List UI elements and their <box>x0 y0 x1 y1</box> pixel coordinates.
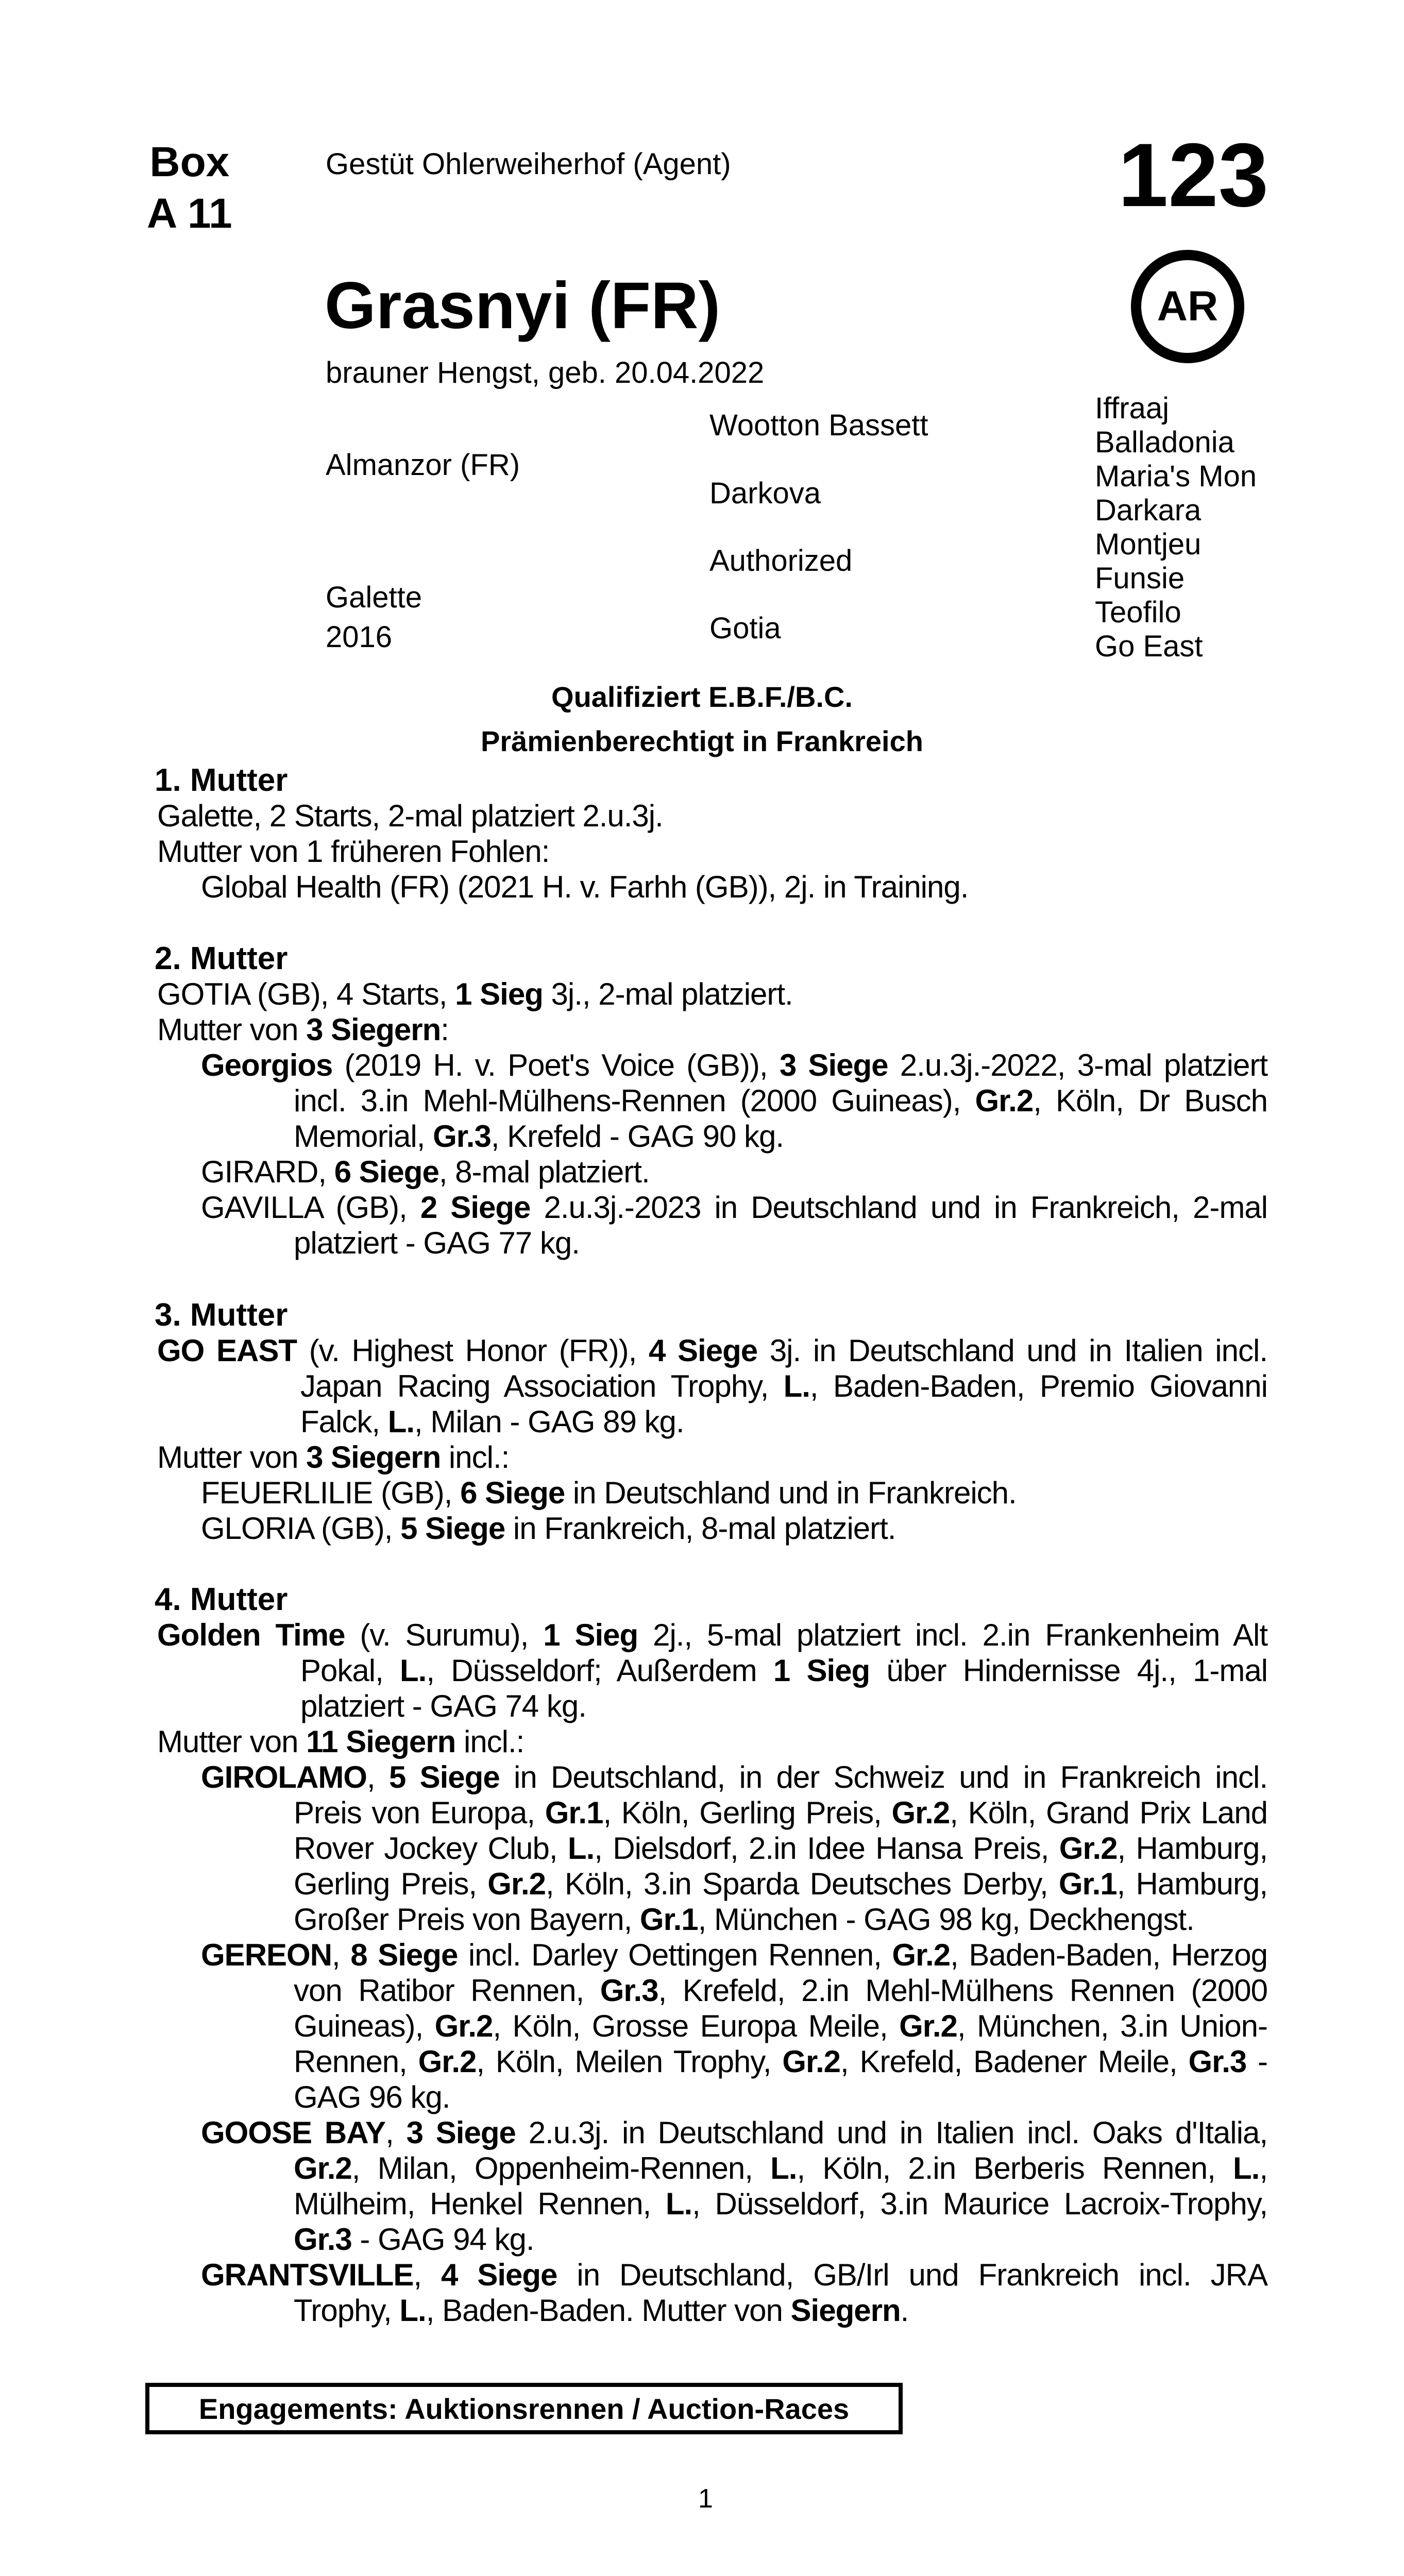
entry-line <box>155 1937 1267 2115</box>
bold-text: Georgios <box>201 1048 333 1082</box>
entry-line <box>155 1511 1267 1546</box>
text: , Baden-Baden, Premio Giovanni Falck, <box>300 1369 1267 1439</box>
text: Global Health (FR) (2021 H. v. Farhh (GB)), 2j. in Training. <box>201 870 969 904</box>
pedigree-great-grandparent: Maria's Mon <box>1095 460 1257 493</box>
bold-text: L. <box>399 1653 427 1688</box>
bold-text: L. <box>1233 2151 1260 2185</box>
text: Mutter von <box>157 1724 307 1759</box>
section-3-mutter <box>155 1297 1267 1546</box>
text: , <box>385 2115 407 2150</box>
bold-text: Gr.2 <box>1059 1831 1118 1866</box>
text: (v. Highest Honor (FR)), <box>297 1333 649 1368</box>
bold-text: L. <box>770 2151 797 2185</box>
text: , Hamburg, Gerling Preis, <box>294 1831 1267 1901</box>
bold-text: GO EAST <box>157 1333 297 1368</box>
text: , Köln, Grand Prix Land Rover Jockey Club, <box>294 1795 1267 1866</box>
bold-text: L. <box>567 1831 595 1866</box>
pedigree-great-grandparent: Darkara <box>1095 494 1202 527</box>
text: , 8-mal platziert. <box>438 1155 650 1189</box>
section-title: 1. Mutter <box>155 762 288 798</box>
text: (v. Surumu), <box>345 1618 544 1652</box>
bold-text: Gr.2 <box>975 1083 1034 1118</box>
entry-line <box>155 2115 1267 2257</box>
text: , München - GAG 98 kg, Deckhengst. <box>698 1902 1194 1937</box>
text: , Baden-Baden. Mutter von <box>426 2293 791 2328</box>
bold-text: Gr.2 <box>899 2009 957 2043</box>
text: , Hamburg, Großer Preis von Bayern, <box>294 1867 1267 1937</box>
box-number: A 11 <box>147 190 232 237</box>
text: , Köln, Meilen Trophy, <box>476 2044 783 2079</box>
bold-text: GRANTSVILLE <box>201 2258 414 2292</box>
bold-text: Gr.3 <box>1188 2044 1247 2079</box>
entry-line <box>155 869 1267 905</box>
box-title: Box <box>149 139 230 185</box>
qualifications <box>0 675 1404 764</box>
entry-line <box>155 976 1267 1012</box>
bold-text: 3 Siegern <box>306 1012 441 1047</box>
entry-line <box>155 1724 1267 1759</box>
bold-text: Gr.3 <box>433 1119 491 1154</box>
lot-number: 123 <box>1118 125 1268 226</box>
pedigree-sire: Almanzor (FR) <box>326 448 520 482</box>
bold-text: 2 Siege <box>420 1190 531 1225</box>
bold-text: Golden Time <box>157 1618 345 1652</box>
text: , <box>332 1938 351 1972</box>
pedigree-grandparent: Wootton Bassett <box>709 409 928 442</box>
section-title: 3. Mutter <box>155 1297 288 1333</box>
bold-text: Gr.2 <box>891 1795 950 1830</box>
entry-line <box>155 834 1267 869</box>
entry-line <box>155 1154 1267 1190</box>
pedigree-great-grandparent: Teofilo <box>1095 596 1181 629</box>
bold-text: Siegern <box>790 2293 901 2328</box>
qualification-ebf: Qualifiziert E.B.F./B.C. <box>551 681 853 713</box>
text: , Düsseldorf, 3.in Maurice Lacroix-Trophy, <box>692 2187 1267 2221</box>
entry-line <box>155 1047 1267 1154</box>
pedigree-dam-year: 2016 <box>326 620 393 654</box>
consignor: Gestüt Ohlerweiherhof (Agent) <box>326 147 731 181</box>
pedigree-grandparent: Gotia <box>709 612 781 645</box>
text: Mutter von <box>157 1012 307 1047</box>
text: , München, 3.in Union-Rennen, <box>294 2009 1267 2079</box>
bold-text: L. <box>665 2187 692 2221</box>
engagements-box: Engagements: Auktionsrennen / Auction-Races <box>145 2383 903 2434</box>
text: 3j. in Deutschland und in Italien incl. Japan Racing Association Trophy, <box>300 1333 1268 1403</box>
horse-name: Grasnyi (FR) <box>325 269 721 343</box>
bold-text: 6 Siege <box>334 1155 439 1189</box>
text: , Köln, Dr Busch Memorial, <box>294 1083 1267 1154</box>
section-title: 4. Mutter <box>155 1582 288 1617</box>
bold-text: 8 Siege <box>350 1938 458 1972</box>
text: , Düsseldorf; Außerdem <box>426 1653 773 1688</box>
entry-line <box>155 2257 1267 2328</box>
pedigree-great-grandparents <box>1095 392 1257 664</box>
bold-text: 4 Siege <box>649 1333 758 1368</box>
pedigree-great-grandparent: Funsie <box>1095 562 1185 595</box>
entry-line <box>155 1475 1267 1511</box>
bold-text: L. <box>387 1404 415 1439</box>
pedigree-dam: Galette <box>326 581 422 614</box>
text: GAVILLA (GB), <box>201 1190 420 1225</box>
section-1-mutter <box>155 762 1267 905</box>
text: incl. Darley Oettingen Rennen, <box>458 1938 892 1972</box>
text: 2j., 5-mal platziert incl. 2.in Frankenheim Alt Pokal, <box>300 1618 1267 1688</box>
bold-text: 1 Sieg <box>543 1618 638 1652</box>
text: , Mülheim, Henkel Rennen, <box>294 2151 1268 2221</box>
pedigree-grandparent: Authorized <box>709 544 853 578</box>
text: in Frankreich, 8-mal platziert. <box>505 1511 896 1546</box>
bold-text: 4 Siege <box>441 2258 557 2292</box>
text: GOTIA (GB), 4 Starts, <box>157 977 455 1011</box>
text: in Deutschland, in der Schweiz und in Frankreich incl. Preis von Europa, <box>294 1760 1268 1830</box>
text: (2019 H. v. Poet's Voice (GB)), <box>332 1048 780 1082</box>
text: FEUERLILIE (GB), <box>201 1476 461 1510</box>
text: Mutter von <box>157 1440 307 1475</box>
bold-text: 5 Siege <box>400 1511 505 1546</box>
bold-text: Gr.1 <box>639 1902 698 1937</box>
section-4-mutter <box>155 1582 1267 2328</box>
bold-text: Gr.2 <box>782 2044 841 2079</box>
text: , <box>413 2258 441 2292</box>
bold-text: 1 Sieg <box>455 977 543 1011</box>
qualification-france: Prämienberechtigt in Frankreich <box>481 725 923 757</box>
text: über Hindernisse 4j., 1-mal platziert - GAG 74 kg. <box>300 1653 1268 1723</box>
text: , Krefeld, Badener Meile, <box>840 2044 1189 2079</box>
text: , Köln, 3.in Sparda Deutsches Derby, <box>546 1867 1059 1901</box>
text: , <box>366 1760 389 1794</box>
box-label <box>147 137 232 240</box>
text: , Köln, Grosse Europa Meile, <box>493 2009 900 2043</box>
text: , Köln, 2.in Berberis Rennen, <box>797 2151 1233 2185</box>
bold-text: 6 Siege <box>460 1476 565 1510</box>
text: 3j., 2-mal platziert. <box>543 977 793 1011</box>
entry-line <box>155 1617 1267 1724</box>
text: , Krefeld, 2.in Mehl-Mülhens Rennen (2000 Guineas), <box>294 1973 1267 2043</box>
text: 2.u.3j.-2023 in Deutschland und in Frankreich, 2-mal platziert - GAG 77 kg. <box>294 1190 1267 1260</box>
bold-text: GOOSE BAY <box>201 2115 386 2150</box>
horse-description: brauner Hengst, geb. 20.04.2022 <box>326 356 765 389</box>
text: GIRARD, <box>201 1155 334 1189</box>
pedigree-great-grandparent: Go East <box>1095 630 1203 663</box>
pedigree-great-grandparent: Iffraaj <box>1095 392 1170 425</box>
text: , Milan, Oppenheim-Rennen, <box>351 2151 771 2185</box>
bold-text: 1 Sieg <box>773 1653 870 1688</box>
text: in Deutschland und in Frankreich. <box>565 1476 1017 1510</box>
text: incl.: <box>455 1724 525 1759</box>
bold-text: Gr.2 <box>294 2151 352 2185</box>
bold-text: Gr.2 <box>892 1938 951 1972</box>
bold-text: Gr.2 <box>418 2044 477 2079</box>
section-2-mutter <box>155 941 1267 1261</box>
text: - GAG 96 kg. <box>294 2044 1268 2114</box>
bold-text: Gr.2 <box>487 1867 546 1901</box>
entry-line <box>155 1190 1267 1261</box>
bold-text: 11 Siegern <box>306 1724 456 1759</box>
bold-text: Gr.1 <box>545 1795 603 1830</box>
text: , Milan - GAG 89 kg. <box>414 1404 684 1439</box>
text: Galette, 2 Starts, 2-mal platziert 2.u.3j. <box>157 799 663 833</box>
ar-badge: AR <box>1131 250 1244 363</box>
text: . <box>900 2293 909 2328</box>
entry-line <box>155 1333 1267 1439</box>
text: , Krefeld - GAG 90 kg. <box>490 1119 784 1154</box>
entry-line <box>155 1759 1267 1937</box>
text: GLORIA (GB), <box>201 1511 401 1546</box>
bold-text: 3 Siege <box>406 2115 516 2150</box>
text: incl.: <box>441 1440 510 1475</box>
text: , Baden-Baden, Herzog von Ratibor Rennen, <box>294 1938 1267 2008</box>
entry-line <box>155 1439 1267 1475</box>
bold-text: Gr.3 <box>600 1973 658 2008</box>
bold-text: 3 Siegern <box>306 1440 441 1475</box>
bold-text: Gr.3 <box>294 2222 352 2257</box>
bold-text: Gr.1 <box>1058 1867 1117 1901</box>
entry-line <box>155 1012 1267 1047</box>
text: Mutter von 1 früheren Fohlen: <box>157 834 550 869</box>
bold-text: GIROLAMO <box>201 1760 367 1794</box>
text: - GAG 94 kg. <box>351 2222 534 2257</box>
text: in Deutschland, GB/Irl und Frankreich incl. JRA Trophy, <box>294 2258 1267 2328</box>
bold-text: 5 Siege <box>388 1760 500 1794</box>
bold-text: L. <box>783 1369 810 1403</box>
text: , Dielsdorf, 2.in Idee Hansa Preis, <box>594 1831 1059 1866</box>
pedigree-great-grandparent: Balladonia <box>1095 426 1234 459</box>
bold-text: 3 Siege <box>779 1048 888 1082</box>
text: , Köln, Gerling Preis, <box>603 1795 892 1830</box>
text: : <box>441 1012 449 1047</box>
text: 2.u.3j. in Deutschland und in Italien incl. Oaks d'Italia, <box>515 2115 1268 2150</box>
pedigree-grandparent: Darkova <box>709 477 821 510</box>
entry-line <box>155 798 1267 834</box>
bold-text: L. <box>399 2293 426 2328</box>
pedigree-great-grandparent: Montjeu <box>1095 528 1202 561</box>
bold-text: GEREON <box>201 1938 332 1972</box>
text: 2.u.3j.-2022, 3-mal platziert incl. 3.in Mehl-Mülhens-Rennen (2000 Guineas), <box>294 1048 1268 1118</box>
bold-text: Gr.2 <box>434 2009 493 2043</box>
section-title: 2. Mutter <box>155 941 288 976</box>
page-number: 1 <box>698 2484 713 2514</box>
